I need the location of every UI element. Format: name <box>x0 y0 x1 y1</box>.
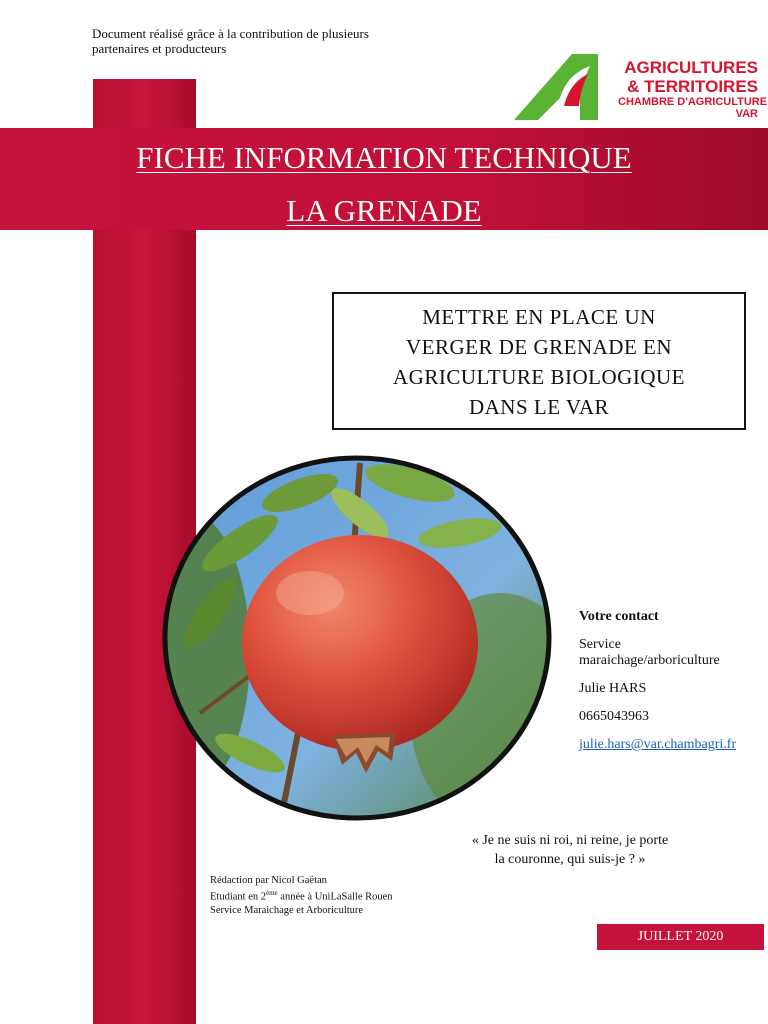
subtitle-box <box>332 292 746 430</box>
subtitle-line-2: VERGER DE GRENADE EN <box>405 335 673 359</box>
logo-text <box>618 58 768 120</box>
contact-service-line-2: maraichage/arboriculture <box>579 653 720 668</box>
contact-service-line-1: Service <box>579 637 621 652</box>
logo-line-3: CHAMBRE D'AGRICULTURE <box>618 96 768 108</box>
credits-line-2 <box>210 887 470 904</box>
credits-line-1: Rédaction par Nicol Gaëtan <box>210 875 327 886</box>
pomegranate-photo <box>160 453 554 823</box>
credits-line-2b: année à UniLaSalle Rouen <box>277 891 393 903</box>
contact-email-link[interactable]: julie.hars@var.chambagri.fr <box>579 737 737 752</box>
contact-service <box>579 637 764 669</box>
logo-mark-icon <box>510 48 620 128</box>
subtitle-line-1: METTRE EN PLACE UN <box>422 305 656 329</box>
contact-phone: 0665043963 <box>579 709 649 724</box>
riddle-quote <box>440 831 700 869</box>
intro-line-2: partenaires et producteurs <box>92 41 227 56</box>
intro-line-1: Document réalisé grâce à la contribution de plusieurs <box>92 26 369 41</box>
logo-line-4: VAR <box>735 108 758 120</box>
quote-line-2: la couronne, qui suis-je ? » <box>494 852 646 867</box>
chambre-agriculture-logo <box>510 48 768 128</box>
logo-line-2: & TERRITOIRES <box>627 77 758 96</box>
logo-line-1: AGRICULTURES <box>624 58 758 77</box>
quote-line-1: « Je ne suis ni roi, ni reine, je porte <box>471 833 669 848</box>
contact-name: Julie HARS <box>579 681 647 696</box>
credits-superscript: ème <box>266 889 278 897</box>
page-title-line-2: LA GRENADE <box>286 193 482 228</box>
subtitle <box>344 300 734 422</box>
page-title-line-1: FICHE INFORMATION TECHNIQUE <box>136 140 632 175</box>
intro-text <box>92 26 452 56</box>
credits-line-3: Service Maraichage et Arboriculture <box>210 904 364 916</box>
credits-line-2a: Etudiant en 2 <box>210 891 266 903</box>
subtitle-line-3: AGRICULTURE BIOLOGIQUE <box>393 365 685 389</box>
date-badge: JUILLET 2020 <box>597 924 764 950</box>
subtitle-line-4: DANS LE VAR <box>468 395 610 419</box>
author-credits <box>210 874 470 917</box>
contact-heading: Votre contact <box>579 609 659 624</box>
contact-block <box>579 609 764 765</box>
